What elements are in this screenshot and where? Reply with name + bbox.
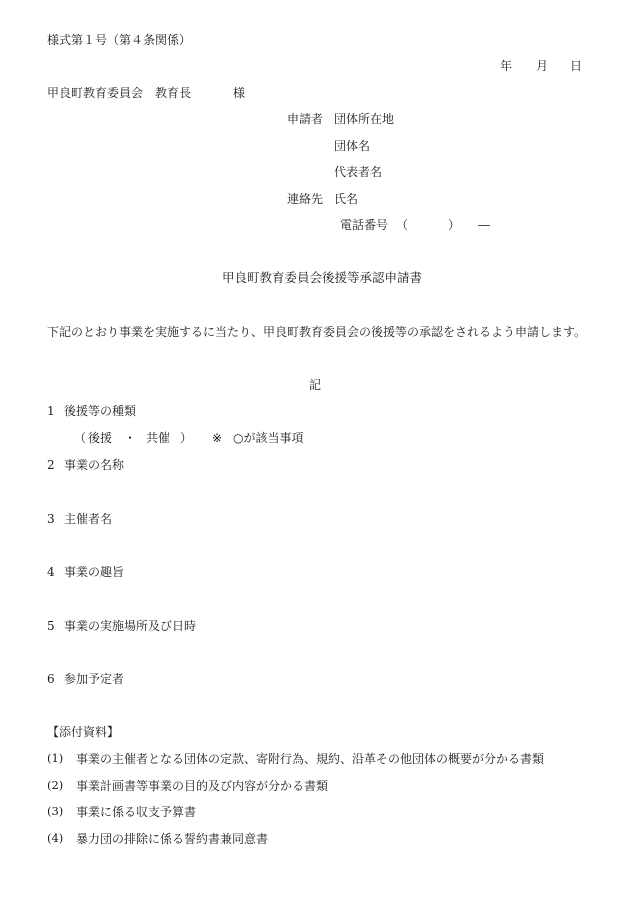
item-4-label: 事業の趣旨 [64,565,125,579]
attachment-1-text: 事業の主催者となる団体の定款、寄附行為、規約、沿革その他団体の概要が分かる書類 [76,752,545,766]
attachment-3-num: (3) [47,804,64,818]
item-4-num: 4 [47,565,55,579]
item-5-label: 事業の実施場所及び日時 [64,619,197,633]
support-close: ） [180,431,193,445]
attachment-1-num: (1) [47,751,64,765]
support-separator: ・ [124,431,137,445]
applicant-rep-label: 代表者名 [334,165,383,179]
support-note: ○が該当事項 [233,431,304,445]
note-mark: ※ [212,431,223,445]
applicant-address-label: 団体所在地 [334,112,395,126]
item-6-label: 参加予定者 [64,672,125,686]
support-open: （ [74,431,87,445]
attachment-4-text: 暴力団の排除に係る誓約書兼同意書 [76,832,269,846]
date-year: 年 [500,59,513,73]
addressee-suffix: 様 [233,86,246,100]
attachment-2-text: 事業計画書等事業の目的及び内容が分かる書類 [76,779,329,793]
attachment-2-num: (2) [47,778,64,792]
attachment-3-text: 事業に係る収支予算書 [76,805,197,819]
ki-mark: 記 [309,378,322,392]
item-5-num: 5 [47,619,55,633]
attachment-4-num: (4) [47,831,64,845]
support-option-kyousai: 共催 [146,431,171,445]
contact-label: 連絡先 [287,192,324,206]
applicant-label: 申請者 [287,112,324,126]
date-month: 月 [536,59,549,73]
contact-name-label: 氏名 [334,192,359,206]
item-1-label: 後援等の種類 [64,404,137,418]
item-3-num: 3 [47,512,55,526]
item-2-label: 事業の名称 [64,458,125,472]
item-2-num: 2 [47,458,55,472]
phone-open-paren: （ [396,218,409,232]
item-1-num: 1 [47,404,55,418]
item-6-num: 6 [47,672,55,686]
support-option-kouen: 後援 [88,431,113,445]
attachments-heading: 【添付資料】 [47,725,120,739]
date-day: 日 [570,59,583,73]
phone-dash: ― [478,218,490,232]
phone-close-paren: ） [448,218,461,232]
item-3-label: 主催者名 [64,512,113,526]
intro-text: 下記のとおり事業を実施するに当たり、甲良町教育委員会の後援等の承認をされるよう申請します。 [47,325,587,339]
form-number: 様式第１号（第４条関係） [47,33,192,47]
applicant-org-label: 団体名 [334,139,371,153]
contact-phone-label: 電話番号 [340,218,389,232]
document-title: 甲良町教育委員会後援等承認申請書 [222,270,423,285]
addressee: 甲良町教育委員会 教育長 [47,86,192,100]
